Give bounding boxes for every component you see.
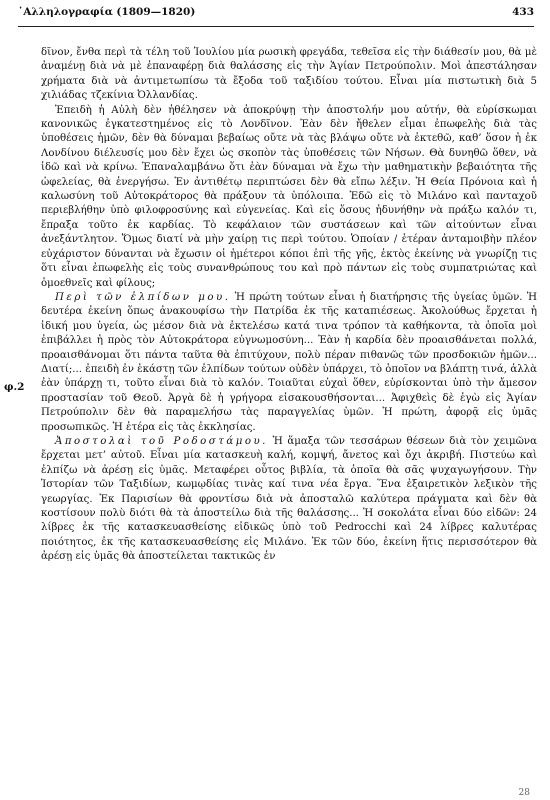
running-title: ᾿Αλληλογραφία (1809—1820): [18, 6, 196, 18]
paragraph: [41, 291, 537, 435]
section-lead: Ἀποστολαὶ τοῦ Ροδοστάμου.: [55, 435, 268, 447]
footer-mark: 28: [518, 788, 530, 798]
paragraph-text: Ἡ ἅμαξα τῶν τεσσάρων θέσεων διὰ τὸν χειμῶνα ἔρχεται μετ’ αὐτοῦ. Εἶναι μία κατασκευὴ καλή, κομψή, ἄνετος καὶ ὄχι ἀκριβή. Πιστεύω καὶ ἐλπίζω νὰ ἀρέσῃ εἰς ὑμᾶς. Μεταφέρει οὗτος βιβλία, τὰ ὁποῖα θὰ σᾶς ψυχαγωγήσουν. Τὴν Ἱστορίαν τῶν Ταξιδίων, κωμῳδίας τινὰς καί τινα νέα ἔργα. Ἕνα ἐξαιρετικὸν λεξικὸν τῆς γεωργίας. Ἐκ Παρισίων θὰ φροντίσω διὰ νὰ ἀποσταλῶ καλύτερα πράγματα καὶ δὲν θὰ κοστίσουν πολὺ διότι θὰ τὰ ἀποστείλω διὰ τῆς θαλάσσης... Ἡ σοκολάτα εἶναι δύο εἰδῶν: 24 λίβρες ἐκ τῆς κατασκευασθείσης εἰδικῶς ὑπὸ τοῦ Pedrocchi καὶ 24 λίβρες καλυτέρας ποιότητος, ἐκ τῆς κατασκευασθείσης εἰς Μιλάνο. Ἐκ τῶν δύο, ἐκείνη ἥτις περισσότερον θὰ ἀρέσῃ εἰς ὑμᾶς θὰ ἀποστείλεται τακτικῶς ἐν: [41, 435, 537, 563]
body-text: [41, 46, 537, 565]
margin-folio-note: φ.2: [4, 381, 25, 393]
section-lead: Περὶ τῶν ἐλπίδων μου.: [55, 291, 231, 303]
paragraph: [41, 435, 537, 565]
paragraph-text: Ἡ πρώτη τούτων εἶναι ἡ διατήρησις τῆς ὑγείας ὑμῶν. Ἡ δευτέρα ἐκείνη ὅπως ἀνακουφίσω τὴν Πατρίδα ἐκ τῆς καταπιέσεως. Ἀκολούθως ἔρχεται ἡ ἰδική μου ὑγεία, ὡς μέσον διὰ νὰ ἐκτελέσω κατά τινα τρόπον τὰ καθήκοντα, τὰ ὁποῖα μοὶ ἐπιβάλλει ἡ πρὸς τὸν Αὐτοκράτορα εὐγνωμοσύνη... Ἐὰν ἡ καρδία δὲν προαισθάνεται πολλά, προαισθάνομαι ὅτι πάντα ταῦτα θὰ ἐπιτύχουν, πολὺ πέραν πιθανῶς τῶν προσδοκιῶν ἡμῶν... Διατί;... ἐπειδὴ ἐν ἑκάστῃ τῶν ἐλπίδων τούτων οὐδὲν ὑπάρχει, τὸ ὁποῖον να βλάπτῃ τινά, ἀλλὰ ἐὰν ὑπάρχῃ τι, τοῦτο εἶναι διὰ τὸ καλόν. Τοιαῦται εὐχαὶ ὅθεν, εὑρίσκονται ὑπὸ τὴν ἄμεσον προστασίαν τοῦ Θεοῦ. Ἀργὰ δὲ ἡ γρήγορα εἰσακουσθήσονται... Ἀφιχθεὶς δὲ ἐγὼ εἰς Ἁγίαν Πετρούπολιν δὲν θὰ παραμελήσω τὰς παραγγελίας ὑμῶν. Ἡ πρώτη, ἀφορᾷ εἰς ὑμᾶς προσωπικῶς. Ἡ ἑτέρα εἰς τὰς ἐκκλησίας.: [41, 291, 537, 433]
running-header: [18, 6, 534, 26]
paragraph: Ἐπειδὴ ἡ Αὐλὴ δὲν ἠθέλησεν νὰ ἀποκρύψῃ τὴν ἀποστολήν μου αὐτήν, θὰ εὑρίσκωμαι κανονικῶς ἐγκατεστημένος εἰς τὸ Λονδῖνον. Ἐὰν δὲν ἤθελεν εἶμαι ἐπωφελὴς διὰ τὰς ὑποθέσεις ἡμῶν, δὲν θὰ δύναμαι βεβαίως οὔτε νὰ τὰς βλάψω οὔτε νὰ ἐκτεθῶ, καθ’ ὅσον ἡ ἐκ Λονδίνου διέλευσίς μου δὲν ἔχει ὡς σκοπὸν τὰς ὑποθέσεις τῶν Νήσων. Θὰ δυνηθῶ ὅθεν, νὰ ἰδῶ καὶ νὰ κρίνω. Ἐπαναλαμβάνω ὅτι ἐὰν δύναμαι νὰ ἔχω τὴν μαθηματικὴν βεβαιότητα τῆς ὠφελείας, θὰ ἐνεργήσω. Ἐν ἀντιθέτῳ περιπτώσει δὲν θὰ εἴπω λέξιν. Ἡ Θεία Πρόνοια καὶ ἡ καλωσύνη τοῦ Αὐτοκράτορος θὰ πράξουν τὰ ὑπόλοιπα. Ἐδῶ εἰς τὸ Μιλάνο καὶ πανταχοῦ περιεβλήθην ὑπὸ φιλοφροσύνης καὶ εὐγενείας. Καὶ εἰς ὅσους ἠδυνήθην νὰ πράξω καλόν τι, ἔπραξα τοῦτο ἐκ καρδίας. Τὸ κεφάλαιον τῶν συστάσεων καὶ τῶν αἰτούντων εἶναι ἀνεξάντλητον. Ὅμως διατί νὰ μὴν χαίρῃ τις περὶ τούτου. Ὁποίαν / ἑτέραν ἀνταμοιβὴν πλέον εὐχάριστον δύνανται νὰ ἔχωσιν οἱ ἡμέτεροι κόποι ἐπὶ τῆς γῆς, ἐκτὸς ἐκείνης νὰ γνωρίζῃ τις ὅτι εἶναι ἐπωφελὴς εἰς τοὺς συνανθρώπους του καὶ πρὸ πάντων εἰς τοὺς συμπατριώτας καὶ ὁμοεθνεῖς καὶ φίλους;: [41, 104, 537, 289]
header-rule: [18, 26, 534, 27]
paragraph: δῖνον, ἔνθα περὶ τὰ τέλη τοῦ Ἰουλίου μία ρωσικὴ φρεγάδα, τεθεῖσα εἰς τὴν διάθεσίν μου, θὰ μὲ ἀναμένῃ διὰ νὰ μὲ ἐπαναφέρῃ διὰ θαλάσσης εἰς τὴν Ἁγίαν Πετρούπολιν. Μοὶ ἀπεστάλησαν χρήματα διὰ νὰ ἀντιμετωπίσω τὰ ἔξοδα τοῦ ταξιδίου τούτου. Εἶναι μία πιστωτικὴ διὰ 5 χιλιάδας τζεκίνια Ὀλλανδίας.: [41, 47, 537, 102]
page-number: 433: [512, 6, 534, 18]
